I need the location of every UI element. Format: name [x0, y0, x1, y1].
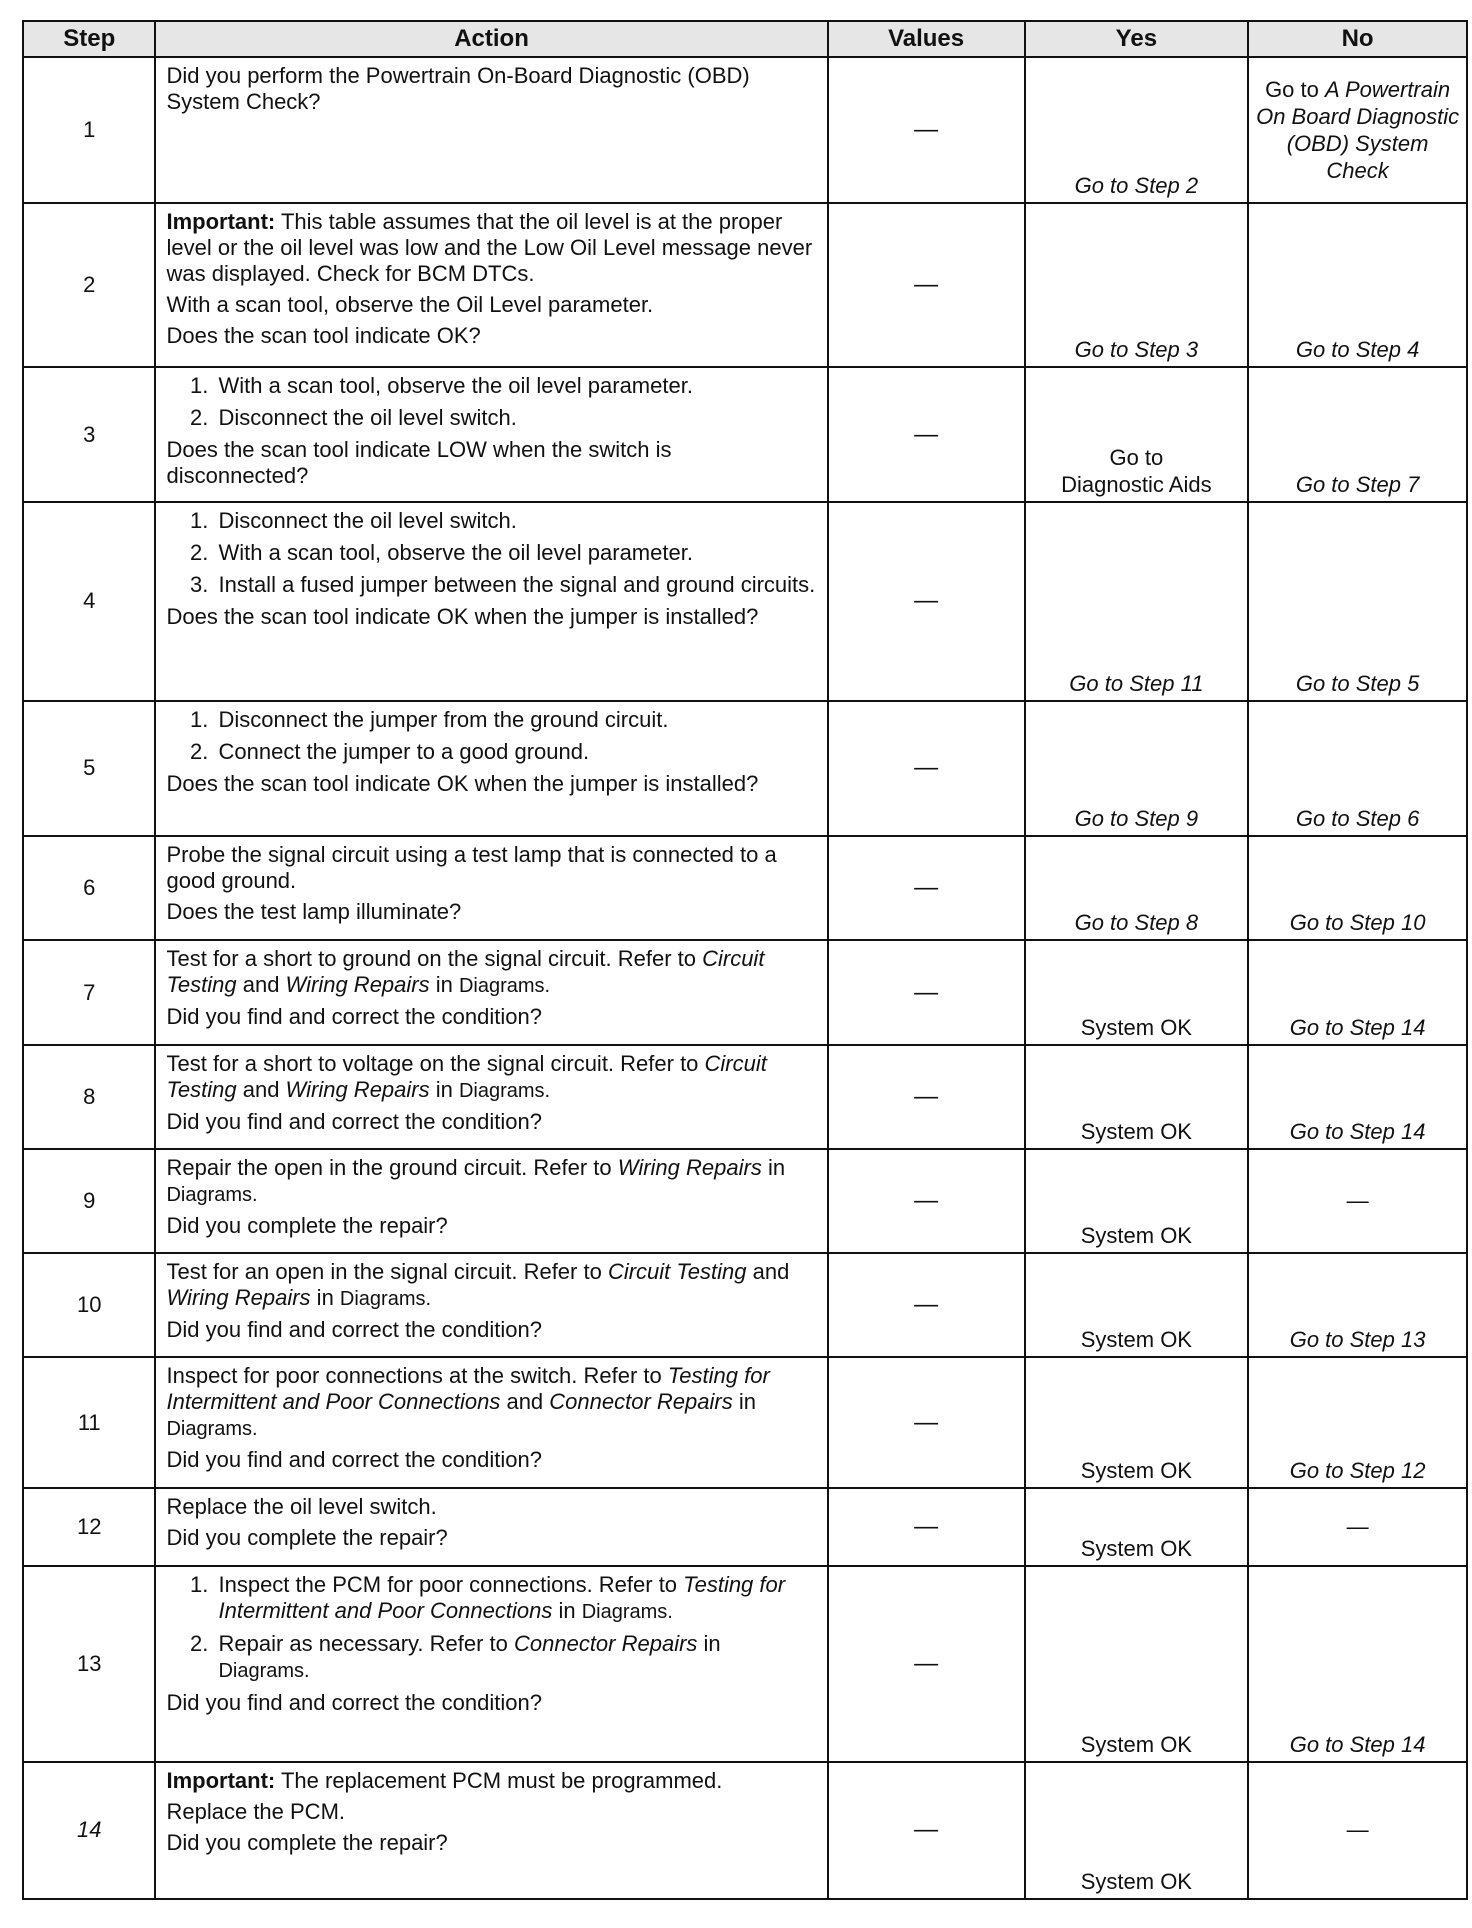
- action-text-part: in: [310, 1285, 340, 1311]
- diagnostic-table: [22, 20, 1468, 1900]
- action-text-part: in: [697, 1631, 721, 1657]
- reference-link: Circuit Testing: [166, 1050, 767, 1102]
- action-cell: [155, 367, 827, 502]
- table-row: [23, 203, 1467, 366]
- no-link: A Powertrain On Board Diagnostic (OBD) System Check: [1256, 76, 1460, 183]
- action-text-part: in: [429, 972, 459, 998]
- yes-cell: Go to Step 8: [1025, 836, 1249, 940]
- action-cell: [155, 1488, 827, 1566]
- table-row: [23, 1488, 1467, 1566]
- yes-cell: Go to Step 9: [1025, 701, 1249, 836]
- action-text: The replacement PCM must be programmed.: [275, 1767, 723, 1793]
- reference-link: Connector Repairs: [549, 1389, 733, 1415]
- no-cell: Go to Step 4: [1248, 203, 1467, 366]
- values-cell: —: [828, 940, 1025, 1044]
- action-question: Did you find and correct the condition?: [166, 1108, 542, 1134]
- action-text-part: Test for an open in the signal circuit. Refer to: [166, 1259, 608, 1285]
- action-steps: [166, 373, 816, 431]
- action-step: 3. Install a fused jumper between the signal and ground circuits.: [214, 572, 816, 598]
- action-step: 2. With a scan tool, observe the oil level parameter.: [214, 540, 816, 566]
- reference-link: Testing for Intermittent and Poor Connections: [218, 1572, 786, 1624]
- action-text-part: and: [500, 1389, 550, 1415]
- yes-cell: System OK: [1025, 1357, 1249, 1487]
- reference-diagrams: Diagrams.: [581, 1601, 673, 1624]
- action-steps: [166, 508, 816, 598]
- action-step: 1. Disconnect the jumper from the ground circuit.: [214, 707, 816, 733]
- step-number: 10: [23, 1253, 155, 1357]
- table-row: [23, 701, 1467, 836]
- reference-link: Wiring Repairs: [166, 1285, 311, 1311]
- action-question: Does the test lamp illuminate?: [166, 899, 462, 925]
- values-cell: —: [828, 367, 1025, 502]
- important-note: [166, 209, 816, 287]
- values-cell: —: [828, 57, 1025, 203]
- yes-cell: System OK: [1025, 1762, 1249, 1899]
- action-text: [166, 1051, 816, 1104]
- action-text-part: Test for a short to ground on the signal circuit. Refer to: [166, 946, 703, 972]
- action-text-part: Test for a short to voltage on the signal circuit. Refer to: [166, 1050, 705, 1076]
- action-question: Did you find and correct the condition?: [166, 1447, 542, 1473]
- reference-diagrams: Diagrams.: [166, 1183, 258, 1206]
- reference-link: Testing for Intermittent and Poor Connections: [166, 1363, 770, 1415]
- action-steps: [166, 707, 816, 765]
- no-cell: Go to Step 13: [1248, 1253, 1467, 1357]
- table-row: [23, 1357, 1467, 1487]
- yes-cell: Go to Step 3: [1025, 203, 1249, 366]
- action-text: Did you perform the Powertrain On-Board Diagnostic (OBD) System Check?: [166, 63, 750, 114]
- table-row: [23, 367, 1467, 502]
- action-steps: [166, 1572, 816, 1684]
- action-question: Did you find and correct the condition?: [166, 1317, 542, 1343]
- reference-link: Connector Repairs: [513, 1631, 698, 1657]
- action-cell: [155, 1149, 827, 1253]
- header-yes: Yes: [1025, 21, 1249, 57]
- action-text: [166, 946, 816, 999]
- yes-cell: [1025, 367, 1249, 502]
- important-note: [166, 1768, 816, 1794]
- table-row: [23, 57, 1467, 203]
- action-text-part: Repair the open in the ground circuit. Refer to: [166, 1154, 618, 1180]
- no-text: Go to: [1265, 76, 1325, 102]
- action-step: 1. Disconnect the oil level switch.: [214, 508, 816, 534]
- no-cell: —: [1248, 1149, 1467, 1253]
- header-no: No: [1248, 21, 1467, 57]
- no-cell: Go to Step 5: [1248, 502, 1467, 701]
- values-cell: —: [828, 1045, 1025, 1149]
- step-number: 13: [23, 1566, 155, 1762]
- action-step: [214, 1572, 816, 1625]
- values-cell: —: [828, 1253, 1025, 1357]
- reference-link: Wiring Repairs: [285, 972, 430, 998]
- reference-diagrams: Diagrams.: [218, 1660, 310, 1683]
- reference-link: Circuit Testing: [607, 1259, 747, 1285]
- action-cell: [155, 940, 827, 1044]
- no-cell: Go to Step 6: [1248, 701, 1467, 836]
- table-row: [23, 502, 1467, 701]
- action-question: Did you complete the repair?: [166, 1829, 448, 1855]
- no-cell: Go to Step 14: [1248, 940, 1467, 1044]
- step-number: 12: [23, 1488, 155, 1566]
- reference-link: Wiring Repairs: [617, 1154, 762, 1180]
- yes-cell: Go to Step 2: [1025, 57, 1249, 203]
- action-text-part: and: [236, 1076, 286, 1102]
- values-cell: —: [828, 1357, 1025, 1487]
- action-cell: [155, 203, 827, 366]
- table-row: [23, 1045, 1467, 1149]
- header-action: Action: [155, 21, 827, 57]
- yes-cell: System OK: [1025, 1253, 1249, 1357]
- yes-cell: Go to Step 11: [1025, 502, 1249, 701]
- action-text: Replace the oil level switch.: [166, 1493, 437, 1519]
- header-values: Values: [828, 21, 1025, 57]
- yes-cell: System OK: [1025, 1149, 1249, 1253]
- no-cell: Go to Step 7: [1248, 367, 1467, 502]
- values-cell: —: [828, 502, 1025, 701]
- action-step: 2. Connect the jumper to a good ground.: [214, 739, 816, 765]
- action-cell: [155, 836, 827, 940]
- action-text: With a scan tool, observe the Oil Level parameter.: [166, 292, 654, 318]
- action-text: Probe the signal circuit using a test lamp that is connected to a good ground.: [166, 842, 777, 894]
- step-number: 11: [23, 1357, 155, 1487]
- action-question: Does the scan tool indicate OK?: [166, 323, 481, 349]
- header-row: [23, 21, 1467, 57]
- yes-cell: System OK: [1025, 1566, 1249, 1762]
- reference-diagrams: Diagrams.: [339, 1288, 432, 1311]
- action-question: Did you find and correct the condition?: [166, 1690, 542, 1716]
- values-cell: —: [828, 1566, 1025, 1762]
- values-cell: —: [828, 701, 1025, 836]
- table-row: [23, 940, 1467, 1044]
- step-number: 2: [23, 203, 155, 366]
- action-question: Does the scan tool indicate OK when the jumper is installed?: [166, 770, 759, 796]
- reference-diagrams: Diagrams.: [458, 975, 551, 998]
- action-text: [166, 1363, 816, 1442]
- action-text-part: in: [732, 1389, 756, 1415]
- action-step: 1. With a scan tool, observe the oil level parameter.: [214, 373, 816, 399]
- action-text: Replace the PCM.: [166, 1798, 346, 1824]
- action-question: Does the scan tool indicate OK when the jumper is installed?: [166, 604, 759, 630]
- action-text-part: in: [552, 1598, 582, 1624]
- step-number: 4: [23, 502, 155, 701]
- no-cell: [1248, 57, 1467, 203]
- values-cell: —: [828, 1149, 1025, 1253]
- values-cell: —: [828, 1488, 1025, 1566]
- no-cell: —: [1248, 1762, 1467, 1899]
- action-text-part: Inspect the PCM for poor connections. Refer to: [218, 1572, 684, 1598]
- values-cell: —: [828, 203, 1025, 366]
- action-text-part: and: [746, 1259, 790, 1285]
- action-text-part: Inspect for poor connections at the switch. Refer to: [166, 1363, 668, 1389]
- step-number: 8: [23, 1045, 155, 1149]
- action-cell: [155, 1045, 827, 1149]
- no-cell: Go to Step 14: [1248, 1566, 1467, 1762]
- action-text-part: in: [429, 1076, 459, 1102]
- reference-diagrams: Diagrams.: [166, 1418, 258, 1441]
- table-row: [23, 1762, 1467, 1899]
- values-cell: —: [828, 836, 1025, 940]
- header-step: Step: [23, 21, 155, 57]
- action-cell: [155, 1566, 827, 1762]
- values-cell: —: [828, 1762, 1025, 1899]
- action-text: This table assumes that the oil level is at the proper level or the oil level was low and the Low Oil Level message never was displayed. Check for BCM DTCs.: [166, 209, 813, 287]
- action-question: Does the scan tool indicate LOW when the switch is disconnected?: [166, 436, 672, 488]
- yes-cell: System OK: [1025, 940, 1249, 1044]
- no-cell: Go to Step 14: [1248, 1045, 1467, 1149]
- important-label: Important:: [166, 1767, 276, 1793]
- action-cell: [155, 502, 827, 701]
- action-step: [214, 1631, 816, 1684]
- action-text: [166, 1259, 816, 1312]
- step-number: 5: [23, 701, 155, 836]
- step-number: 1: [23, 57, 155, 203]
- yes-cell: System OK: [1025, 1488, 1249, 1566]
- action-cell: [155, 1357, 827, 1487]
- reference-link: Wiring Repairs: [285, 1076, 430, 1102]
- reference-diagrams: Diagrams.: [458, 1079, 551, 1102]
- action-question: Did you find and correct the condition?: [166, 1004, 542, 1030]
- table-row: [23, 836, 1467, 940]
- no-cell: Go to Step 12: [1248, 1357, 1467, 1487]
- table-row: [23, 1253, 1467, 1357]
- no-cell: —: [1248, 1488, 1467, 1566]
- reference-link: Circuit Testing: [166, 946, 765, 998]
- action-question: Did you complete the repair?: [166, 1524, 448, 1550]
- action-cell: [155, 1253, 827, 1357]
- action-text-part: Repair as necessary. Refer to: [218, 1631, 514, 1657]
- action-cell: [155, 1762, 827, 1899]
- yes-cell: System OK: [1025, 1045, 1249, 1149]
- step-number: 3: [23, 367, 155, 502]
- step-number: 7: [23, 940, 155, 1044]
- action-cell: [155, 57, 827, 203]
- table-row: [23, 1149, 1467, 1253]
- step-number: 6: [23, 836, 155, 940]
- action-text: [166, 1155, 816, 1208]
- action-text-part: in: [761, 1154, 786, 1180]
- action-step: 2. Disconnect the oil level switch.: [214, 405, 816, 431]
- step-number: 14: [23, 1762, 155, 1899]
- action-cell: [155, 701, 827, 836]
- yes-line: Diagnostic Aids: [1061, 472, 1212, 498]
- step-number: 9: [23, 1149, 155, 1253]
- yes-line: Go to: [1109, 445, 1164, 471]
- important-label: Important:: [166, 209, 276, 235]
- action-text-part: and: [236, 972, 286, 998]
- no-cell: Go to Step 10: [1248, 836, 1467, 940]
- table-row: [23, 1566, 1467, 1762]
- action-question: Did you complete the repair?: [166, 1212, 448, 1238]
